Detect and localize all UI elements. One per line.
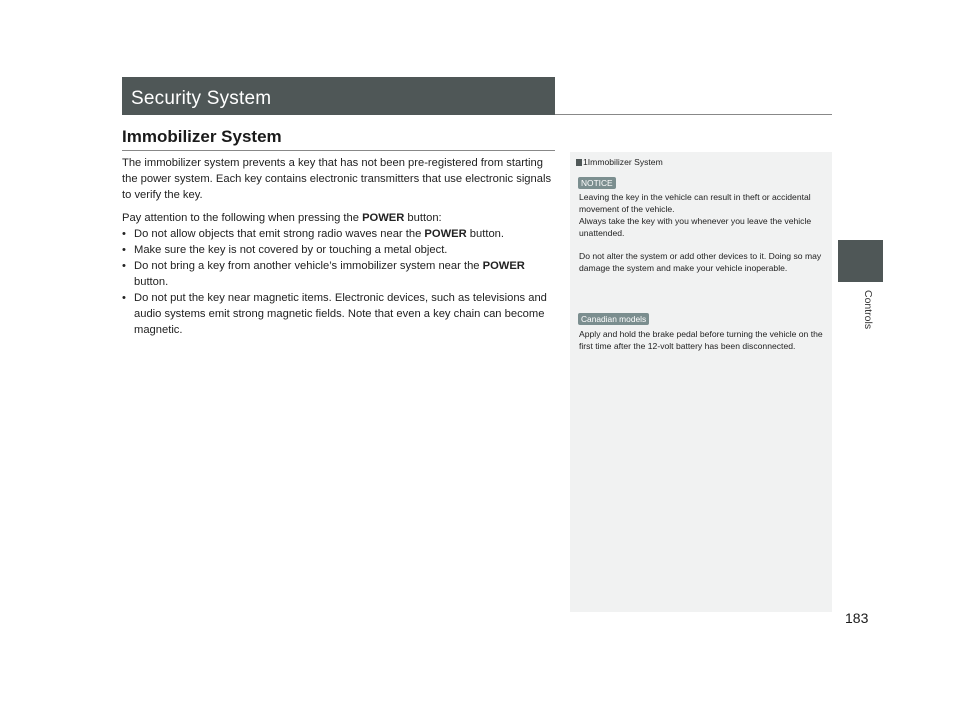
power-keyword: POWER	[424, 228, 467, 240]
list-item-text-end: button.	[466, 228, 504, 240]
page-heading: Immobilizer System	[122, 127, 282, 146]
section-divider	[555, 114, 832, 115]
power-keyword: POWER	[482, 260, 525, 272]
section-title: Security System	[131, 88, 272, 109]
attention-line	[122, 210, 557, 226]
caution-list	[122, 226, 557, 338]
list-item-text: Do not bring a key from another vehicle’s immobilizer system near the	[134, 260, 483, 272]
sidebar-title-text: Immobilizer System	[587, 157, 663, 167]
page-number: 183	[845, 610, 869, 626]
list-item-text: Make sure the key is not covered by or touching a metal object.	[134, 244, 448, 256]
list-item: • Do not put the key near magnetic items. Electronic devices, such as televisions and audio systems emit strong magnetic fields. Note that even a key chain can become magnetic.	[122, 292, 547, 336]
attention-text-end: button:	[404, 212, 442, 224]
attention-text: Pay attention to the following when pressing the	[122, 212, 363, 224]
sidebar-title	[576, 157, 663, 167]
power-keyword: POWER	[362, 212, 405, 224]
intro-paragraph: The immobilizer system prevents a key that has not been pre-registered from starting the power system. Each key contains electronic transmitters that use electronic signals to verify the key.	[122, 157, 552, 201]
notice-paragraph: Always take the key with you whenever you leave the vehicle unattended.	[579, 216, 812, 238]
list-item-text: Do not allow objects that emit strong radio waves near the	[134, 228, 425, 240]
heading-divider	[122, 150, 555, 151]
notice-paragraph: Leaving the key in the vehicle can result in theft or accidental movement of the vehicle.	[579, 192, 811, 214]
list-item: • Do not bring a key from another vehicle’s immobilizer system near the POWER button.	[122, 260, 525, 288]
reference-marker-icon	[576, 159, 582, 166]
list-item-text: Do not put the key near magnetic items. Electronic devices, such as televisions and audio systems emit strong magnetic fields. Note that even a key chain can become magnetic.	[134, 292, 547, 336]
main-body	[122, 155, 557, 338]
list-item: • Make sure the key is not covered by or touching a metal object.	[122, 244, 448, 256]
notice-badge: NOTICE	[578, 177, 616, 189]
region-badge: Canadian models	[578, 313, 649, 325]
notice-paragraph: Do not alter the system or add other devices to it. Doing so may damage the system and make your vehicle inoperable.	[579, 251, 822, 273]
reference-number: 1	[583, 157, 588, 167]
region-text: Apply and hold the brake pedal before turning the vehicle on the first time after the 12-volt battery has been disconnected.	[579, 329, 823, 351]
notice-text	[579, 191, 829, 274]
list-item: • Do not allow objects that emit strong radio waves near the POWER button.	[122, 228, 504, 240]
list-item-text-end: button.	[134, 276, 169, 288]
chapter-tab	[838, 240, 883, 282]
chapter-tab-label: Controls	[862, 290, 874, 330]
